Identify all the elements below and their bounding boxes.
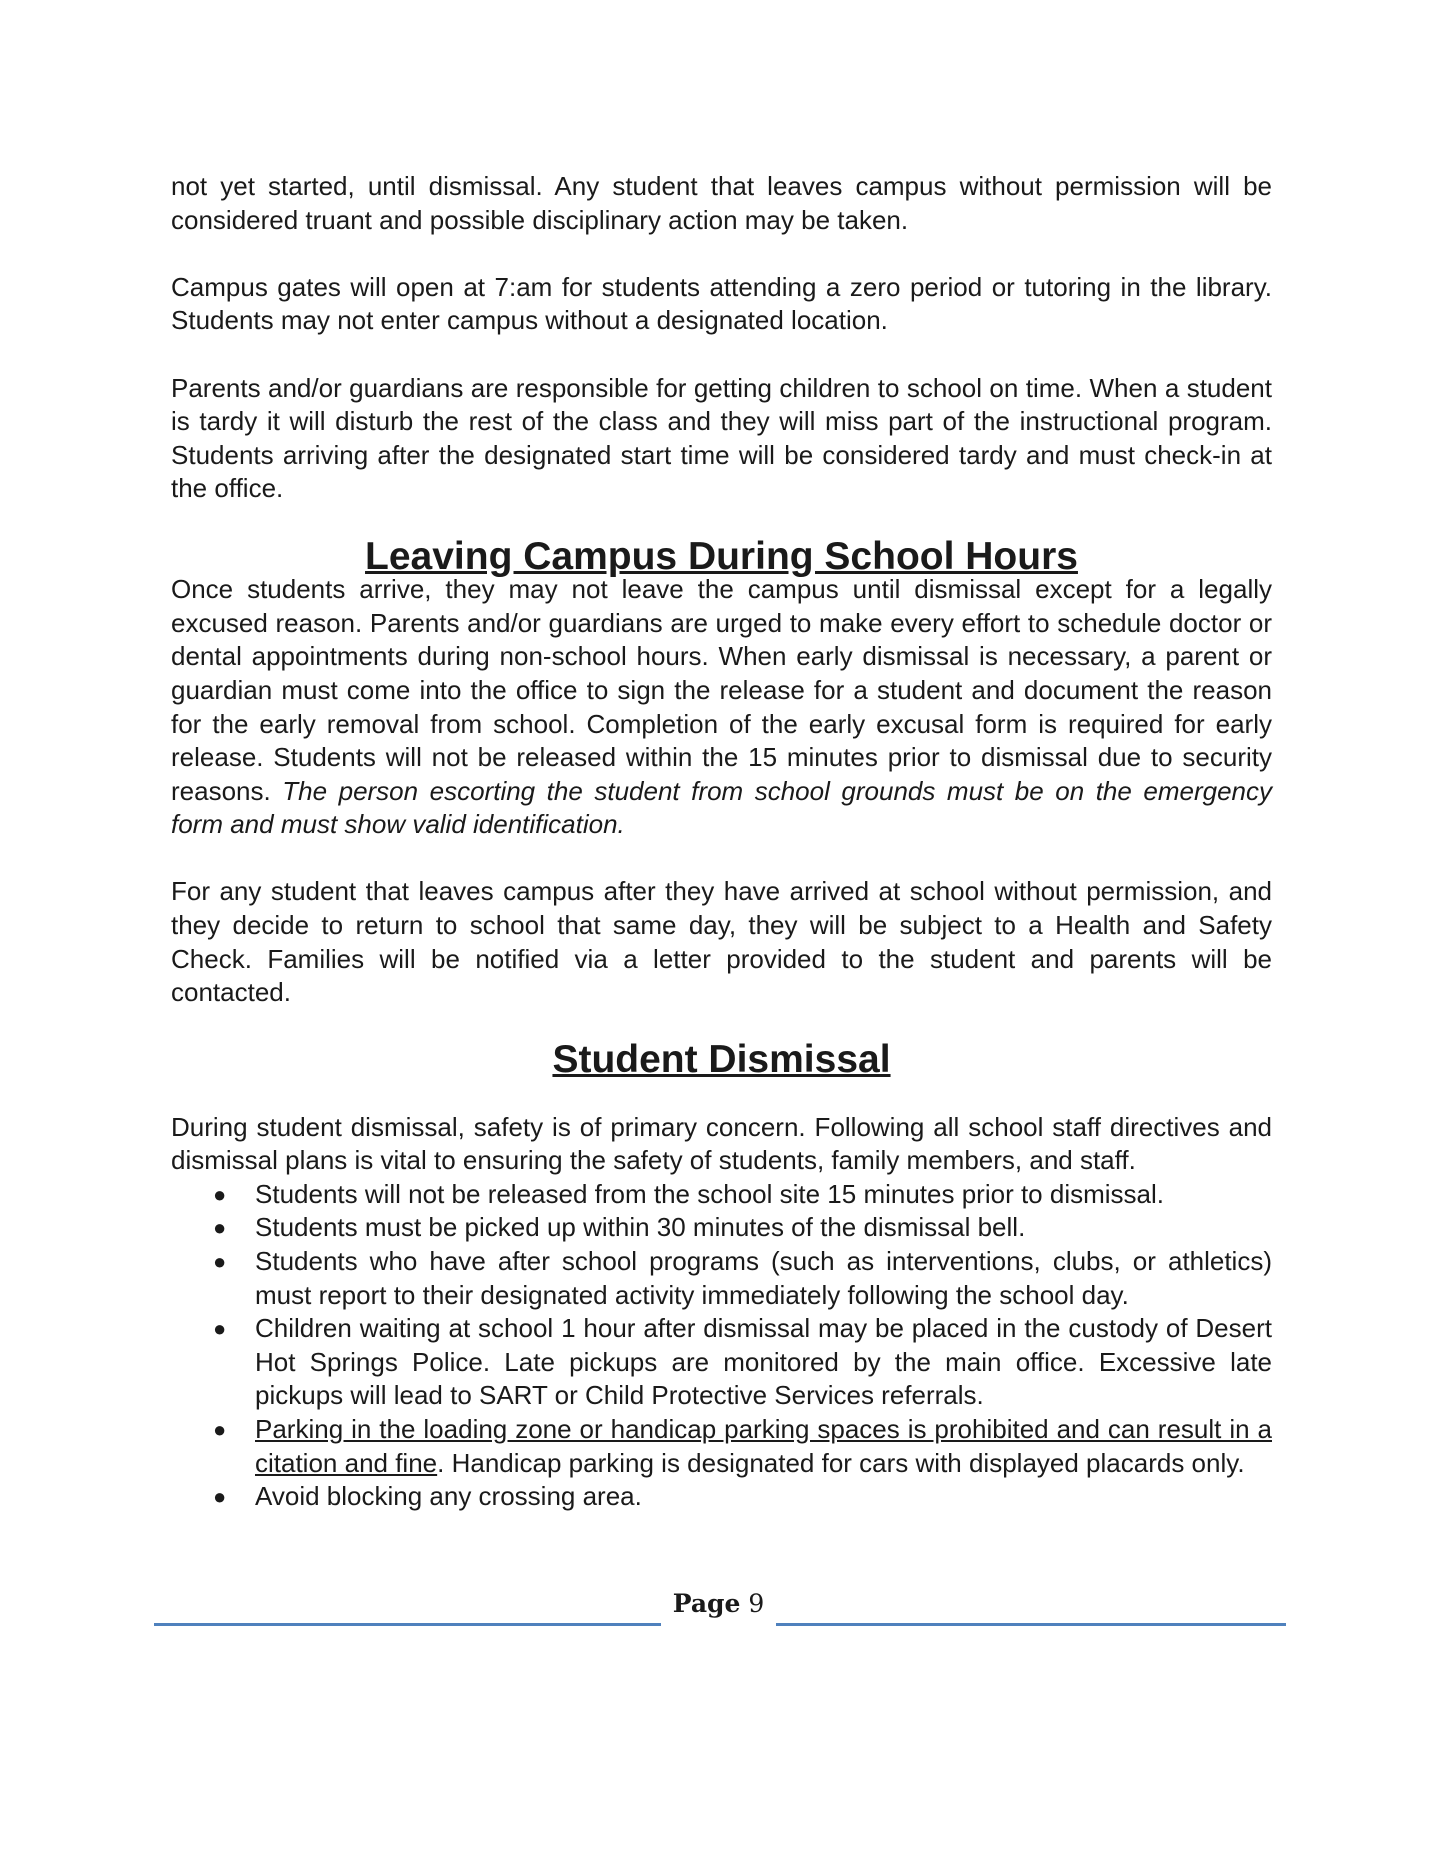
footer-rule-right bbox=[776, 1623, 1286, 1626]
list-item-text: Students who have after school programs (such as interventions, clubs, or athletics) must report to their designated activity immediately following the school day. bbox=[255, 1246, 1272, 1310]
document-page bbox=[171, 170, 1272, 1514]
intro-paragraph-2: Campus gates will open at 7:am for students attending a zero period or tutoring in the library. Students may not enter campus without a designated location. bbox=[171, 271, 1272, 336]
bullet-icon: ● bbox=[213, 1316, 227, 1342]
leaving-campus-heading: Leaving Campus During School Hours bbox=[365, 534, 1078, 578]
leaving-campus-text: Once students arrive, they may not leave the campus until dismissal except for a legally excused reason. Parents and/or guardians are urged to make every effort to schedule doctor or dental appointments during non-school hours. When early dismissal is necessary, a parent or guardian must come into the office to sign the release for a student and document the reason for the early removal from school. Completion of the early excusal form is required for early release. Students will not be released within the 15 minutes prior to dismissal due to security reasons. bbox=[171, 574, 1272, 806]
list-item-text: Students must be picked up within 30 minutes of the dismissal bell. bbox=[255, 1212, 1026, 1243]
leaving-campus-italic-note: The person escorting the student from school grounds must be on the emergency form and must show valid identification. bbox=[171, 775, 1272, 840]
list-item bbox=[171, 1413, 1272, 1480]
intro-paragraph-3: Parents and/or guardians are responsible for getting children to school on time. When a student is tardy it will disturb the rest of the class and they will miss part of the instructional program. Students arriving after the designated start time will be considered tardy and must check-in at the office. bbox=[171, 372, 1272, 504]
list-item bbox=[171, 1178, 1272, 1212]
page-number bbox=[661, 1589, 776, 1618]
bullet-icon: ● bbox=[213, 1181, 227, 1207]
list-item bbox=[171, 1480, 1272, 1514]
list-item-text: Students will not be released from the school site 15 minutes prior to dismissal. bbox=[255, 1178, 1164, 1209]
bullet-icon: ● bbox=[213, 1249, 227, 1274]
parking-warning-underlined: Parking in the loading zone or handicap parking spaces is prohibited and can result in a citation and fine bbox=[255, 1413, 1272, 1478]
leaving-campus-paragraph-1 bbox=[171, 573, 1272, 842]
page-label: Page bbox=[672, 1589, 741, 1618]
list-item-text: Avoid blocking any crossing area. bbox=[255, 1481, 642, 1512]
footer-rule-left bbox=[154, 1623, 661, 1626]
page-footer bbox=[154, 1585, 1286, 1635]
list-item bbox=[171, 1245, 1272, 1312]
student-dismissal-heading: Student Dismissal bbox=[552, 1038, 891, 1082]
parking-warning-rest: . Handicap parking is designated for cars with displayed placards only. bbox=[437, 1447, 1245, 1478]
dismissal-intro: During student dismissal, safety is of primary concern. Following all school staff directives and dismissal plans is vital to ensuring the safety of students, family members, and staff. bbox=[171, 1111, 1272, 1176]
intro-paragraph-1: not yet started, until dismissal. Any student that leaves campus without permission will be considered truant and possible disciplinary action may be taken. bbox=[171, 171, 1272, 235]
bullet-icon: ● bbox=[213, 1484, 227, 1510]
bullet-icon: ● bbox=[213, 1215, 227, 1241]
dismissal-list bbox=[171, 1178, 1272, 1514]
leaving-campus-paragraph-2: For any student that leaves campus after they have arrived at school without permission, and they decide to return to school that same day, they will be subject to a Health and Safety Check. Families will be notified via a letter provided to the student and parents will be contacted. bbox=[171, 876, 1272, 1008]
list-item bbox=[171, 1211, 1272, 1245]
list-item bbox=[171, 1312, 1272, 1413]
page-number-value: 9 bbox=[748, 1589, 765, 1618]
list-item-text: Children waiting at school 1 hour after dismissal may be placed in the custody of Desert Hot Springs Police. Late pickups are monitored by the main office. Excessive late pickups will lead to SART or Child Protective Services referrals. bbox=[255, 1313, 1272, 1411]
bullet-icon: ● bbox=[213, 1416, 227, 1442]
